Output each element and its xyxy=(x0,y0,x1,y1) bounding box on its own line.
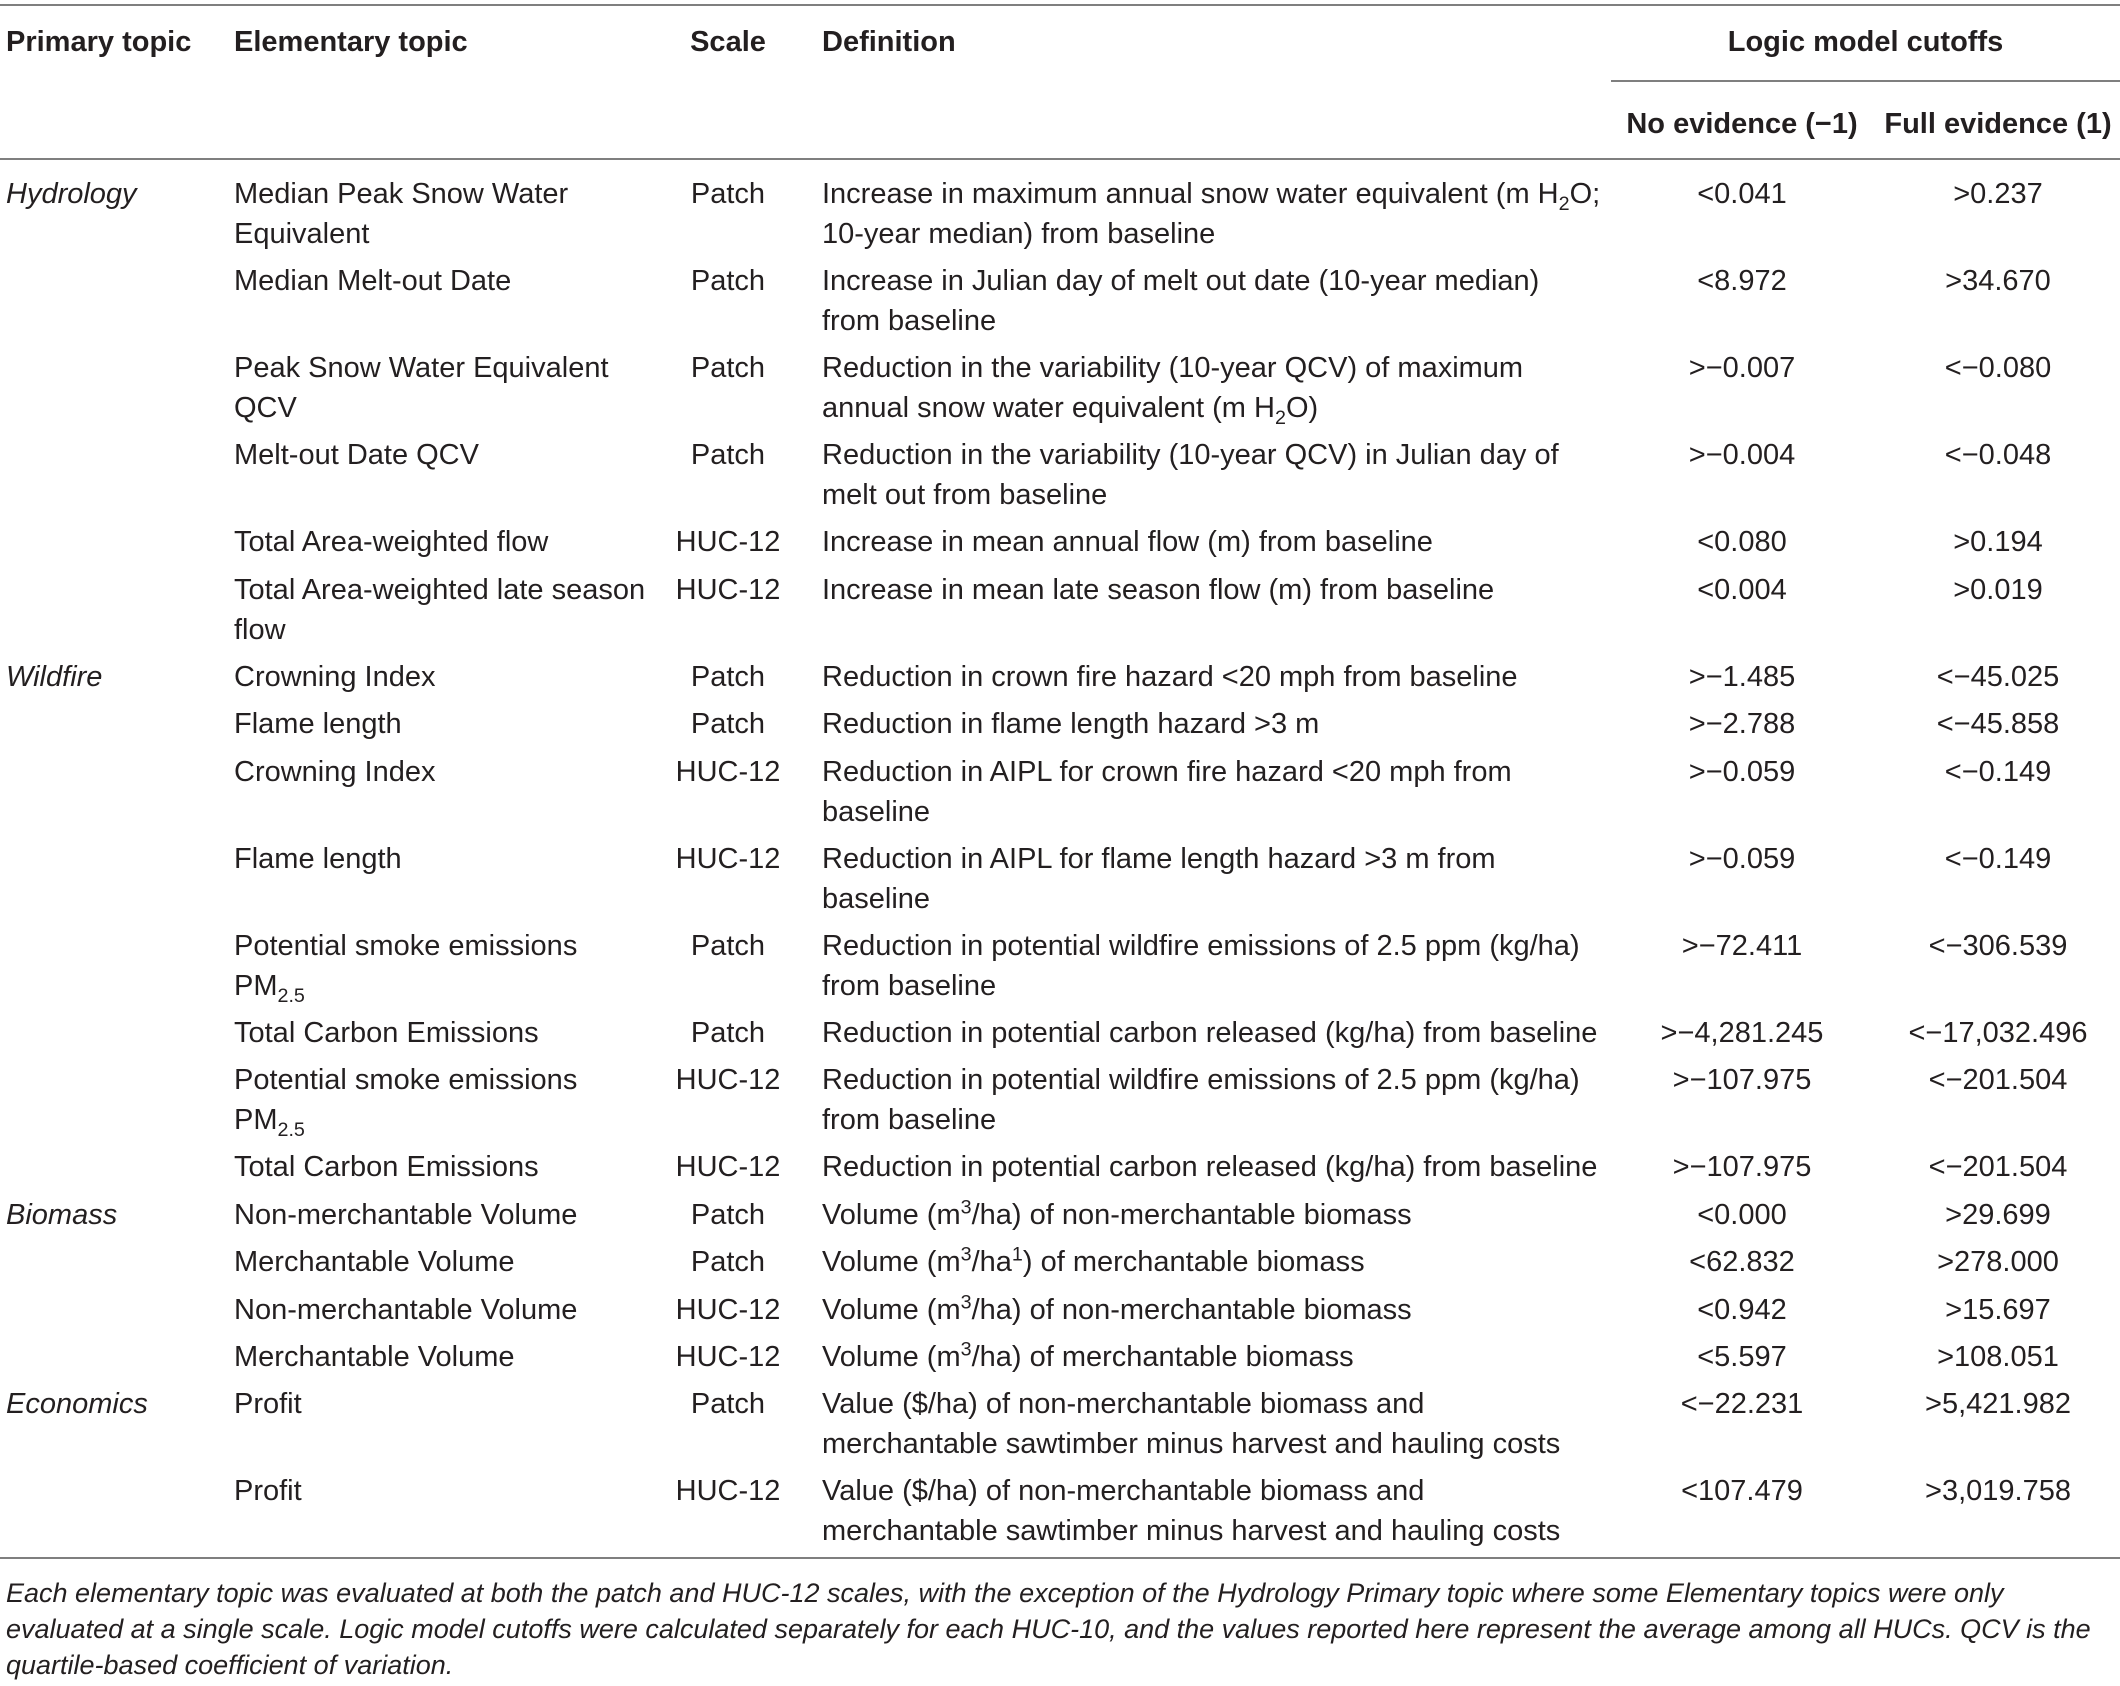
scale-cell: Patch xyxy=(690,178,766,210)
scale-cell: HUC-12 xyxy=(675,1151,781,1183)
text-fragment: Reduction in AIPL for flame length hazard >3 m from baseline xyxy=(822,843,1496,915)
elementary-topic-cell: Total Area-weighted late season flow xyxy=(234,574,646,646)
full-evidence-cell: >5,421.982 xyxy=(1925,1388,2071,1420)
full-evidence-cell: <−0.149 xyxy=(1944,843,2052,875)
scale-cell: Patch xyxy=(690,661,766,693)
elementary-topic-cell: Crowning Index xyxy=(234,661,436,693)
text-fragment: Reduction in flame length hazard >3 m xyxy=(822,708,1320,740)
scale-cell: Patch xyxy=(690,1199,766,1231)
text-fragment: Reduction in the variability (10-year QCV) in Julian day of melt out from baseline xyxy=(822,439,1559,511)
elementary-topic-cell: Flame length xyxy=(234,708,402,740)
text-fragment: Value ($/ha) of non-merchantable biomass and merchantable sawtimber minus harvest and hauling costs xyxy=(822,1475,1561,1547)
subscript: 2.5 xyxy=(277,1118,305,1141)
superscript: 3 xyxy=(960,1243,972,1266)
scale-cell: Patch xyxy=(690,439,766,471)
no-evidence-cell: >−1.485 xyxy=(1688,661,1796,693)
header-definition: Definition xyxy=(822,26,956,58)
definition-cell xyxy=(822,1195,1602,1235)
text-fragment: Increase in mean late season flow (m) from baseline xyxy=(822,574,1495,606)
elementary-topic-cell: Crowning Index xyxy=(234,756,436,788)
elementary-topic-cell: Merchantable Volume xyxy=(234,1341,515,1373)
no-evidence-cell: <0.942 xyxy=(1697,1294,1787,1326)
full-evidence-cell: >15.697 xyxy=(1945,1294,2051,1326)
elementary-topic-cell: Peak Snow Water Equivalent QCV xyxy=(234,352,609,424)
definition-cell xyxy=(822,752,1602,832)
no-evidence-cell: <107.479 xyxy=(1681,1475,1803,1507)
scale-cell: HUC-12 xyxy=(675,1341,781,1373)
text-fragment: O; 10-year median) from baseline xyxy=(822,178,1601,250)
elementary-topic-cell: Flame length xyxy=(234,843,402,875)
elementary-topic-cell: Non-merchantable Volume xyxy=(234,1294,578,1326)
full-evidence-cell: >29.699 xyxy=(1945,1199,2051,1231)
scale-cell: HUC-12 xyxy=(675,1294,781,1326)
full-evidence-cell: >0.019 xyxy=(1953,574,2043,606)
scale-cell: Patch xyxy=(690,930,766,962)
elementary-topic-cell xyxy=(234,1060,654,1140)
scale-cell: Patch xyxy=(690,352,766,384)
no-evidence-cell: <0.004 xyxy=(1697,574,1787,606)
text-fragment: Reduction in potential carbon released (kg/ha) from baseline xyxy=(822,1017,1598,1049)
elementary-topic-cell: Melt-out Date QCV xyxy=(234,439,479,471)
superscript: 3 xyxy=(960,1338,972,1361)
no-evidence-cell: >−4,281.245 xyxy=(1660,1017,1824,1049)
definition-cell xyxy=(822,926,1602,1006)
elementary-topic-cell xyxy=(234,926,654,1006)
scale-cell: HUC-12 xyxy=(675,526,781,558)
text-fragment: O) xyxy=(1285,392,1319,424)
primary-topic-cell: Economics xyxy=(6,1388,148,1420)
definition-cell xyxy=(822,261,1602,341)
no-evidence-cell: >−2.788 xyxy=(1688,708,1796,740)
definition-cell xyxy=(822,1471,1602,1551)
text-fragment: Volume (m xyxy=(822,1294,961,1326)
table-bottom-rule xyxy=(0,1557,2120,1559)
full-evidence-cell: <−0.048 xyxy=(1944,439,2052,471)
superscript: 3 xyxy=(960,1291,972,1314)
superscript: 3 xyxy=(960,1196,972,1219)
elementary-topic-cell: Total Carbon Emissions xyxy=(234,1017,539,1049)
primary-topic-cell: Hydrology xyxy=(6,178,137,210)
table-footnote: Each elementary topic was evaluated at both the patch and HUC-12 scales, with the exception of the Hydrology Primary topic where some Elementary topics were only evaluated at a single scale. Logic model cutoffs were calculated separately for each HUC-10, and the values reported here represent the average among all HUCs. QCV is the quartile-based coefficient of variation. xyxy=(6,1578,2091,1680)
full-evidence-cell: >0.194 xyxy=(1953,526,2043,558)
text-fragment: Increase in maximum annual snow water equivalent (m H xyxy=(822,178,1559,210)
top-rule xyxy=(0,4,2120,6)
definition-cell xyxy=(822,522,1602,562)
scale-cell: HUC-12 xyxy=(675,574,781,606)
text-fragment: Volume (m xyxy=(822,1341,961,1373)
full-evidence-cell: >108.051 xyxy=(1937,1341,2059,1373)
elementary-topic-cell: Non-merchantable Volume xyxy=(234,1199,578,1231)
full-evidence-cell: <−45.858 xyxy=(1936,708,2060,740)
text-fragment: Reduction in potential wildfire emissions of 2.5 ppm (kg/ha) from baseline xyxy=(822,930,1580,1002)
text-fragment: /ha) of non-merchantable biomass xyxy=(971,1199,1412,1231)
scale-cell: Patch xyxy=(690,1388,766,1420)
full-evidence-cell: >34.670 xyxy=(1945,265,2051,297)
primary-topic-cell: Wildfire xyxy=(6,661,103,693)
full-evidence-cell: <−201.504 xyxy=(1928,1151,2068,1183)
full-evidence-cell: >278.000 xyxy=(1937,1246,2059,1278)
text-fragment: Volume (m xyxy=(822,1246,961,1278)
header-no-evidence: No evidence (−1) xyxy=(1626,108,1858,140)
text-fragment: Reduction in potential carbon released (kg/ha) from baseline xyxy=(822,1151,1598,1183)
no-evidence-cell: >−0.007 xyxy=(1688,352,1796,384)
scale-cell: HUC-12 xyxy=(675,756,781,788)
no-evidence-cell: >−0.059 xyxy=(1688,756,1796,788)
full-evidence-cell: <−306.539 xyxy=(1928,930,2068,962)
scale-cell: HUC-12 xyxy=(675,843,781,875)
scale-cell: HUC-12 xyxy=(675,1064,781,1096)
definition-cell xyxy=(822,704,1602,744)
elementary-topic-cell: Profit xyxy=(234,1475,302,1507)
header-bottom-rule xyxy=(0,158,2120,160)
text-fragment: /ha) of merchantable biomass xyxy=(971,1341,1354,1373)
scale-cell: Patch xyxy=(690,1246,766,1278)
text-fragment: /ha xyxy=(971,1246,1012,1278)
definition-cell xyxy=(822,435,1602,515)
superscript: 1 xyxy=(1011,1243,1023,1266)
no-evidence-cell: <0.041 xyxy=(1697,178,1787,210)
header-elementary-topic: Elementary topic xyxy=(234,26,468,58)
no-evidence-cell: <5.597 xyxy=(1697,1341,1787,1373)
text-fragment: Reduction in AIPL for crown fire hazard <20 mph from baseline xyxy=(822,756,1512,828)
subscript: 2.5 xyxy=(277,984,305,1007)
no-evidence-cell: <−22.231 xyxy=(1680,1388,1804,1420)
full-evidence-cell: <−201.504 xyxy=(1928,1064,2068,1096)
scale-cell: Patch xyxy=(690,1017,766,1049)
scale-cell: Patch xyxy=(690,708,766,740)
text-fragment: Reduction in crown fire hazard <20 mph from baseline xyxy=(822,661,1518,693)
text-fragment: Increase in mean annual flow (m) from baseline xyxy=(822,526,1433,558)
header-scale: Scale xyxy=(690,26,766,58)
definition-cell xyxy=(822,570,1602,610)
subscript: 2 xyxy=(1274,406,1286,429)
scale-cell: HUC-12 xyxy=(675,1475,781,1507)
text-fragment: Volume (m xyxy=(822,1199,961,1231)
text-fragment: ) of merchantable biomass xyxy=(1022,1246,1365,1278)
definition-cell xyxy=(822,1013,1602,1053)
definition-cell xyxy=(822,1242,1602,1282)
scale-cell: Patch xyxy=(690,265,766,297)
elementary-topic-cell: Merchantable Volume xyxy=(234,1246,515,1278)
text-fragment: /ha) of non-merchantable biomass xyxy=(971,1294,1412,1326)
text-fragment: Reduction in potential wildfire emissions of 2.5 ppm (kg/ha) from baseline xyxy=(822,1064,1580,1136)
elementary-topic-cell: Total Carbon Emissions xyxy=(234,1151,539,1183)
no-evidence-cell: <8.972 xyxy=(1697,265,1787,297)
no-evidence-cell: >−107.975 xyxy=(1672,1064,1812,1096)
no-evidence-cell: >−107.975 xyxy=(1672,1151,1812,1183)
text-fragment: Value ($/ha) of non-merchantable biomass and merchantable sawtimber minus harvest and hauling costs xyxy=(822,1388,1561,1460)
definition-cell xyxy=(822,174,1602,254)
full-evidence-cell: <−0.149 xyxy=(1944,756,2052,788)
text-fragment: Reduction in the variability (10-year QCV) of maximum annual snow water equivalent (m H xyxy=(822,352,1524,424)
full-evidence-cell: <−0.080 xyxy=(1944,352,2052,384)
full-evidence-cell: <−45.025 xyxy=(1936,661,2060,693)
subscript: 2 xyxy=(1558,192,1570,215)
cutoffs-subrule xyxy=(1611,80,2120,82)
definition-cell xyxy=(822,1060,1602,1140)
no-evidence-cell: >−0.059 xyxy=(1688,843,1796,875)
no-evidence-cell: >−0.004 xyxy=(1688,439,1796,471)
full-evidence-cell: <−17,032.496 xyxy=(1908,1017,2088,1049)
full-evidence-cell: >3,019.758 xyxy=(1925,1475,2071,1507)
header-full-evidence: Full evidence (1) xyxy=(1884,108,2112,140)
no-evidence-cell: <0.000 xyxy=(1697,1199,1787,1231)
definition-cell xyxy=(822,1337,1602,1377)
primary-topic-cell: Biomass xyxy=(6,1199,118,1231)
no-evidence-cell: <0.080 xyxy=(1697,526,1787,558)
definition-cell xyxy=(822,657,1602,697)
no-evidence-cell: >−72.411 xyxy=(1681,930,1803,962)
elementary-topic-cell: Median Melt-out Date xyxy=(234,265,512,297)
no-evidence-cell: <62.832 xyxy=(1689,1246,1795,1278)
elementary-topic-cell: Profit xyxy=(234,1388,302,1420)
definition-cell xyxy=(822,1384,1602,1464)
text-fragment: Potential smoke emissions PM xyxy=(234,1064,578,1136)
text-fragment: Increase in Julian day of melt out date (10-year median) from baseline xyxy=(822,265,1540,337)
header-primary-topic: Primary topic xyxy=(6,26,192,58)
definition-cell xyxy=(822,1147,1602,1187)
header-logic-model-cutoffs: Logic model cutoffs xyxy=(1727,26,2004,58)
full-evidence-cell: >0.237 xyxy=(1953,178,2043,210)
definition-cell xyxy=(822,1290,1602,1330)
definition-cell xyxy=(822,348,1602,428)
elementary-topic-cell: Total Area-weighted flow xyxy=(234,526,549,558)
elementary-topic-cell: Median Peak Snow Water Equivalent xyxy=(234,178,569,250)
text-fragment: Potential smoke emissions PM xyxy=(234,930,578,1002)
definition-cell xyxy=(822,839,1602,919)
